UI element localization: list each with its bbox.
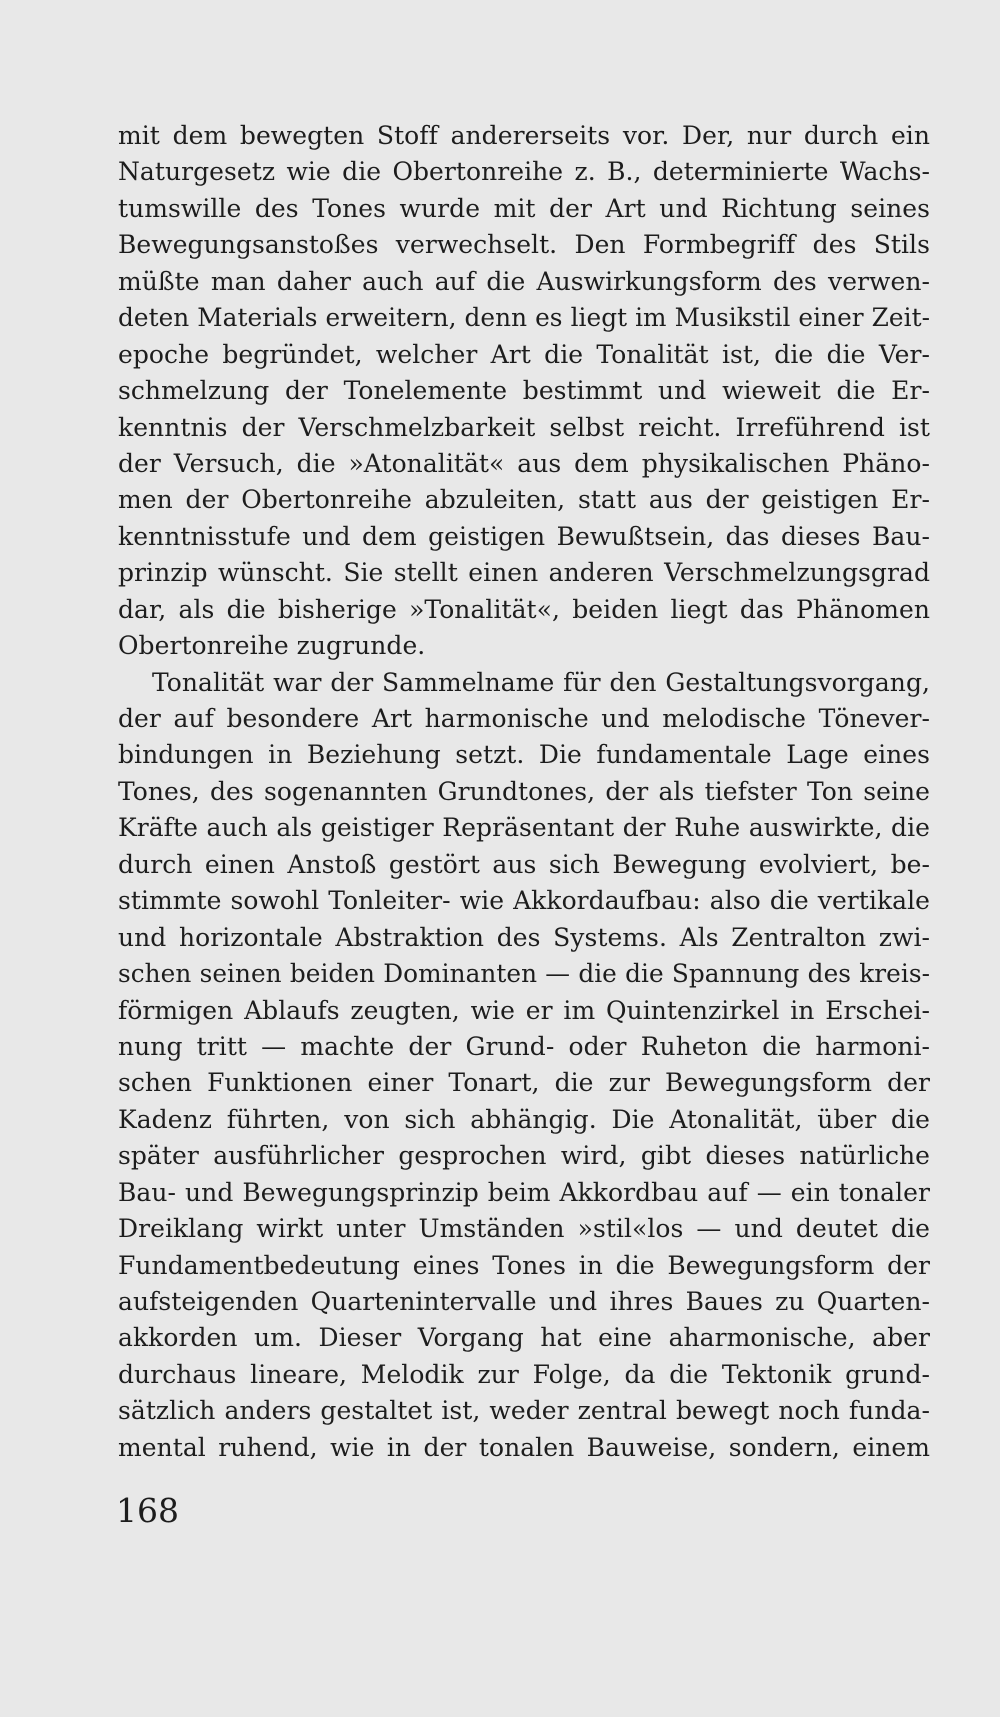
text-line: nung tritt — machte der Grund- oder Ruheton die harmoni- — [118, 1031, 930, 1061]
text-line: bindungen in Beziehung setzt. Die fundamentale Lage eines — [118, 740, 930, 770]
text-line: kenntnisstufe und dem geistigen Bewußtsein, das dieses Bau- — [118, 521, 930, 551]
text-line: und horizontale Abstraktion des Systems. Als Zentralton zwi- — [118, 922, 930, 952]
text-line: mit dem bewegten Stoff andererseits vor. Der, nur durch ein — [118, 121, 930, 150]
text-line: schen Funktionen einer Tonart, die zur Bewegungsform der — [118, 1068, 930, 1098]
text-line: kenntnis der Verschmelzbarkeit selbst reicht. Irreführend ist — [118, 412, 930, 442]
text-line: der Versuch, die »Atonalität« aus dem physikalischen Phäno- — [118, 448, 930, 478]
text-line: später ausführlicher gesprochen wird, gibt dieses natürliche — [118, 1141, 930, 1171]
text-line: durchaus lineare, Melodik zur Folge, da die Tektonik grund- — [118, 1359, 930, 1389]
text-line: epoche begründet, welcher Art die Tonalität ist, die die Ver- — [118, 339, 930, 369]
text-line: Dreiklang wirkt unter Umständen »stil«los — und deutet die — [118, 1214, 930, 1244]
text-line: durch einen Anstoß gestört aus sich Bewegung evolviert, be- — [118, 849, 930, 879]
text-line: müßte man daher auch auf die Auswirkungsform des verwen- — [118, 266, 930, 296]
body-text — [118, 118, 930, 1466]
text-line-paragraph-end: Obertonreihe zugrunde. — [118, 631, 426, 661]
text-line-paragraph-start: Tonalität war der Sammelname für den Gestaltungsvorgang, — [152, 667, 930, 697]
text-line: akkorden um. Dieser Vorgang hat eine aharmonische, aber — [118, 1323, 930, 1353]
text-line: Kräfte auch als geistiger Repräsentant der Ruhe auswirkte, die — [118, 813, 930, 843]
text-line: sätzlich anders gestaltet ist, weder zentral bewegt noch funda- — [118, 1396, 930, 1426]
text-line: dar, als die bisherige »Tonalität«, beiden liegt das Phänomen — [118, 594, 930, 624]
text-line: tumswille des Tones wurde mit der Art und Richtung seines — [118, 193, 930, 223]
text-line: Naturgesetz wie die Obertonreihe z. B., determinierte Wachs- — [118, 157, 930, 187]
text-line: Kadenz führten, von sich abhängig. Die Atonalität, über die — [118, 1104, 930, 1134]
text-line: Bewegungsanstoßes verwechselt. Den Formbegriff des Stils — [118, 230, 930, 260]
text-line: schmelzung der Tonelemente bestimmt und wieweit die Er- — [118, 376, 930, 406]
text-line: men der Obertonreihe abzuleiten, statt aus der geistigen Er- — [118, 485, 930, 515]
text-line: der auf besondere Art harmonische und melodische Tönever- — [118, 704, 930, 733]
text-line: Bau- und Bewegungsprinzip beim Akkordbau auf — ein tonaler — [118, 1177, 930, 1207]
text-line: schen seinen beiden Dominanten — die die Spannung des kreis- — [118, 959, 930, 989]
page-number: 168 — [116, 1491, 179, 1530]
text-line: stimmte sowohl Tonleiter- wie Akkordaufbau: also die vertikale — [118, 886, 930, 916]
text-line: Fundamentbedeutung eines Tones in die Bewegungsform der — [118, 1250, 930, 1280]
text-line: deten Materials erweitern, denn es liegt im Musikstil einer Zeit- — [118, 303, 930, 333]
text-line: aufsteigenden Quartenintervalle und ihres Baues zu Quarten- — [118, 1287, 930, 1316]
text-line: förmigen Ablaufs zeugten, wie er im Quintenzirkel in Erschei- — [118, 995, 930, 1025]
text-line: Tones, des sogenannten Grundtones, der als tiefster Ton seine — [118, 776, 930, 806]
text-line: mental ruhend, wie in der tonalen Bauweise, sondern, einem — [118, 1432, 930, 1462]
text-line: prinzip wünscht. Sie stellt einen anderen Verschmelzungsgrad — [118, 558, 930, 588]
